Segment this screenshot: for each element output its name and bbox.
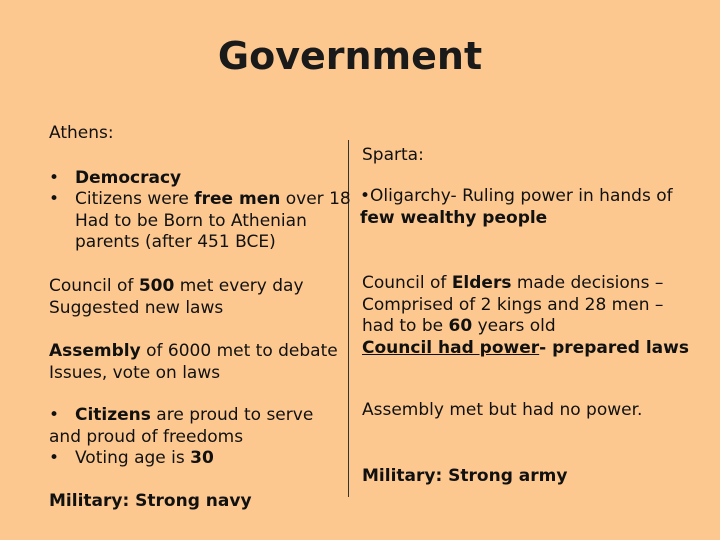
slide-title: Government: [217, 34, 483, 78]
athens-assembly: Assembly of 6000 met to debate Issues, vote on laws: [49, 341, 338, 383]
sparta-assembly: Assembly met but had no power.: [362, 400, 643, 420]
athens-bullet-citizens: • Citizens were free men over 18 Had to be Born to Athenian parents (after 451 BCE): [49, 189, 351, 252]
bullet-icon: •: [49, 448, 60, 468]
sparta-oligarchy: •Oligarchy- Ruling power in hands of few wealthy people: [360, 186, 673, 228]
bullet-icon: •: [49, 405, 60, 425]
athens-bullet-democracy: • Democracy: [49, 168, 182, 188]
sparta-council: Council of Elders made decisions – Comprised of 2 kings and 28 men – had to be 60 years old Council had power- prepared laws: [362, 273, 689, 358]
athens-citizens-proud: • Citizens are proud to serve and proud of freedoms • Voting age is 30: [49, 405, 314, 468]
sparta-heading: Sparta:: [362, 145, 424, 165]
bullet-icon: •: [49, 189, 60, 209]
sparta-military: Military: Strong army: [362, 466, 568, 486]
athens-military: Military: Strong navy: [49, 491, 252, 511]
athens-heading: Athens:: [49, 123, 114, 143]
bullet-icon: •: [49, 168, 60, 188]
athens-council: Council of 500 met every day Suggested new laws: [49, 276, 304, 318]
